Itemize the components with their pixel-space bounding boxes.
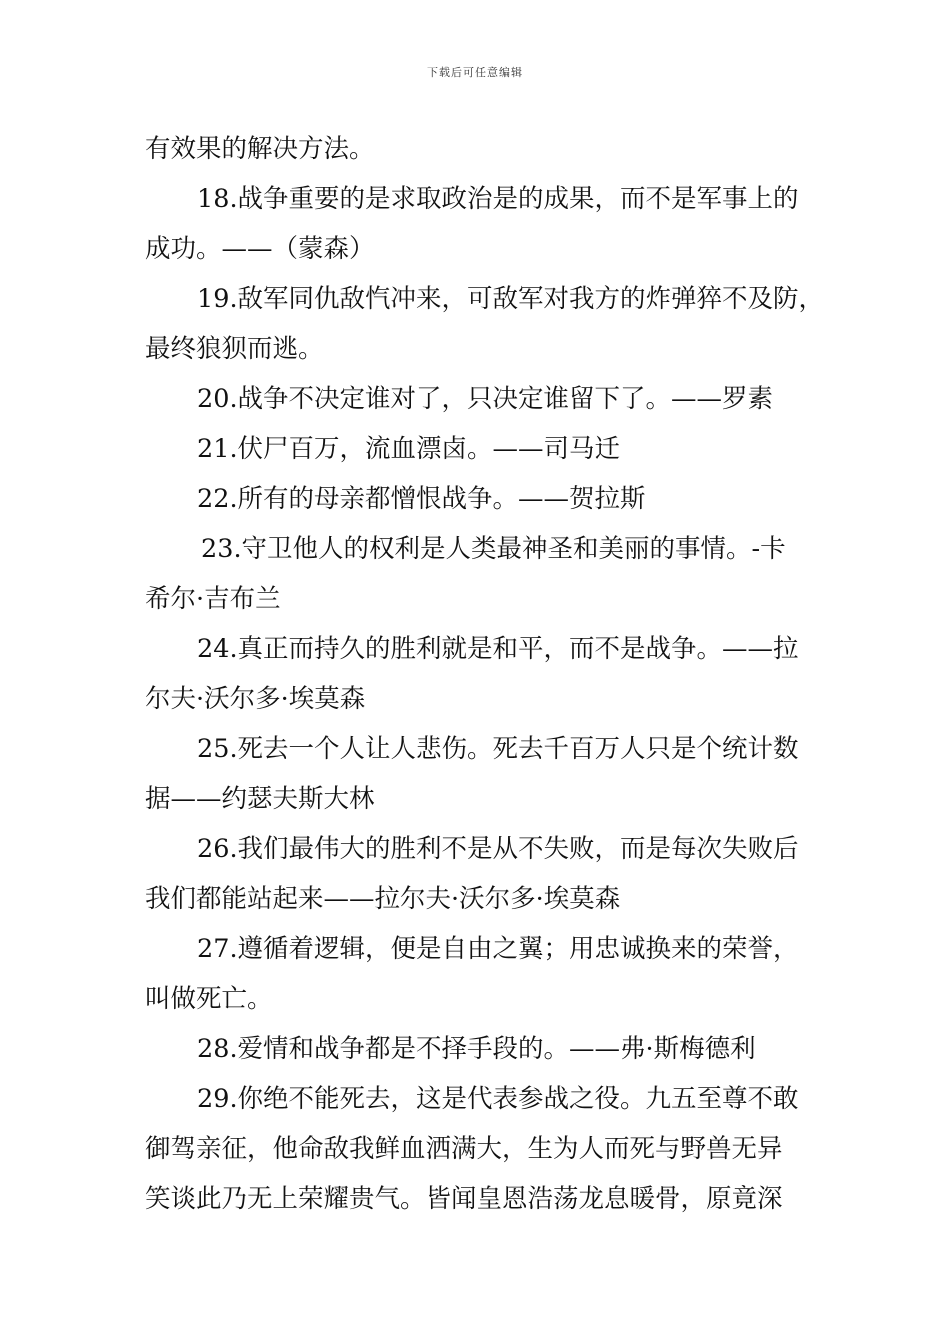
text-line: 24.真正而持久的胜利就是和平，而不是战争。——拉 bbox=[197, 634, 799, 664]
text-line: 29.你绝不能死去，这是代表参战之役。九五至尊不敢 bbox=[197, 1084, 799, 1114]
text-line: 20.战争不决定谁对了，只决定谁留下了。——罗素 bbox=[197, 384, 774, 414]
text-line: 有效果的解决方法。 bbox=[145, 134, 375, 164]
text-line: 22.所有的母亲都憎恨战争。——贺拉斯 bbox=[197, 484, 646, 514]
page-header: 下载后可任意编辑 bbox=[427, 66, 523, 79]
text-line: 叫做死亡。 bbox=[145, 984, 273, 1014]
text-line: 26.我们最伟大的胜利不是从不失败，而是每次失败后 bbox=[197, 834, 799, 864]
text-line: 18.战争重要的是求取政治是的成果，而不是军事上的 bbox=[197, 184, 799, 214]
text-line: 御驾亲征，他命敌我鲜血洒满大，生为人而死与野兽无异 bbox=[145, 1134, 783, 1164]
text-line: 27.遵循着逻辑，便是自由之翼；用忠诚换来的荣誉， bbox=[197, 934, 799, 964]
text-line: 我们都能站起来——拉尔夫·沃尔多·埃莫森 bbox=[145, 884, 621, 914]
text-line: 21.伏尸百万，流血漂卤。——司马迁 bbox=[197, 434, 621, 464]
text-line: 据——约瑟夫斯大林 bbox=[145, 784, 375, 814]
text-line: 希尔·吉布兰 bbox=[145, 584, 281, 614]
text-line: 笑谈此乃无上荣耀贵气。皆闻皇恩浩荡龙息暖骨，原竟深 bbox=[145, 1184, 783, 1214]
text-line: 成功。——（蒙森） bbox=[145, 234, 375, 264]
text-line: 19.敌军同仇敌忾冲来，可敌军对我方的炸弹猝不及防， bbox=[197, 284, 825, 314]
text-line: 25.死去一个人让人悲伤。死去千百万人只是个统计数 bbox=[197, 734, 799, 764]
text-line: 28.爱情和战争都是不择手段的。——弗·斯梅德利 bbox=[197, 1034, 756, 1064]
text-line: 最终狼狈而逃。 bbox=[145, 334, 324, 364]
text-line: 23.守卫他人的权利是人类最神圣和美丽的事情。-卡 bbox=[201, 534, 786, 564]
text-line: 尔夫·沃尔多·埃莫森 bbox=[145, 684, 366, 714]
